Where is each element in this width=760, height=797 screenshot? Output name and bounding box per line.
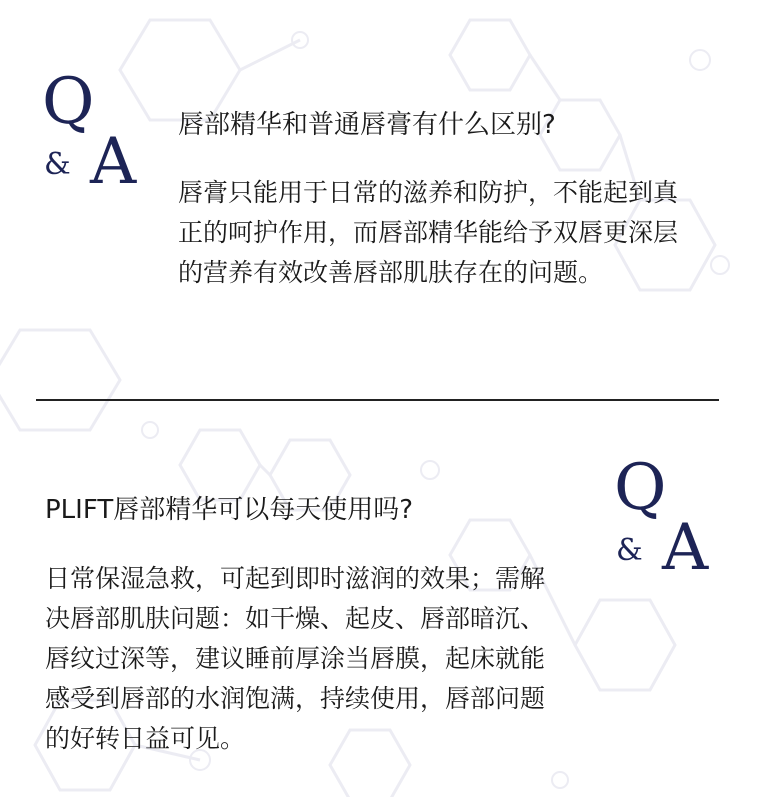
qa-logo-top <box>42 65 152 200</box>
qa-logo-q: Q <box>42 65 95 139</box>
qa-logo-ampersand: & <box>616 533 643 568</box>
answer-1: 唇膏只能用于日常的滋养和防护，不能起到真正的呵护作用，而唇部精华能给予双唇更深层的营养有效改善唇部肌肤存在的问题。 <box>178 178 679 287</box>
qa-logo-ampersand: & <box>44 147 71 182</box>
qa-logo-q: Q <box>614 451 667 525</box>
qa-logo-a: A <box>662 511 709 585</box>
question-2: PLIFT唇部精华可以每天使用吗? <box>45 495 414 525</box>
qa-logo-a: A <box>90 125 137 199</box>
question-1: 唇部精华和普通唇膏有什么区别? <box>178 110 556 140</box>
section-divider <box>36 399 719 401</box>
answer-2: 日常保湿急救，可起到即时滋润的效果；需解决唇部肌肤问题：如干燥、起皮、唇部暗沉、唇纹过深等，建议睡前厚涂当唇膜，起床就能感受到唇部的水润饱满，持续使用，唇部问题的好转日益可见。 <box>45 564 546 753</box>
qa-logo-bottom <box>614 451 724 586</box>
